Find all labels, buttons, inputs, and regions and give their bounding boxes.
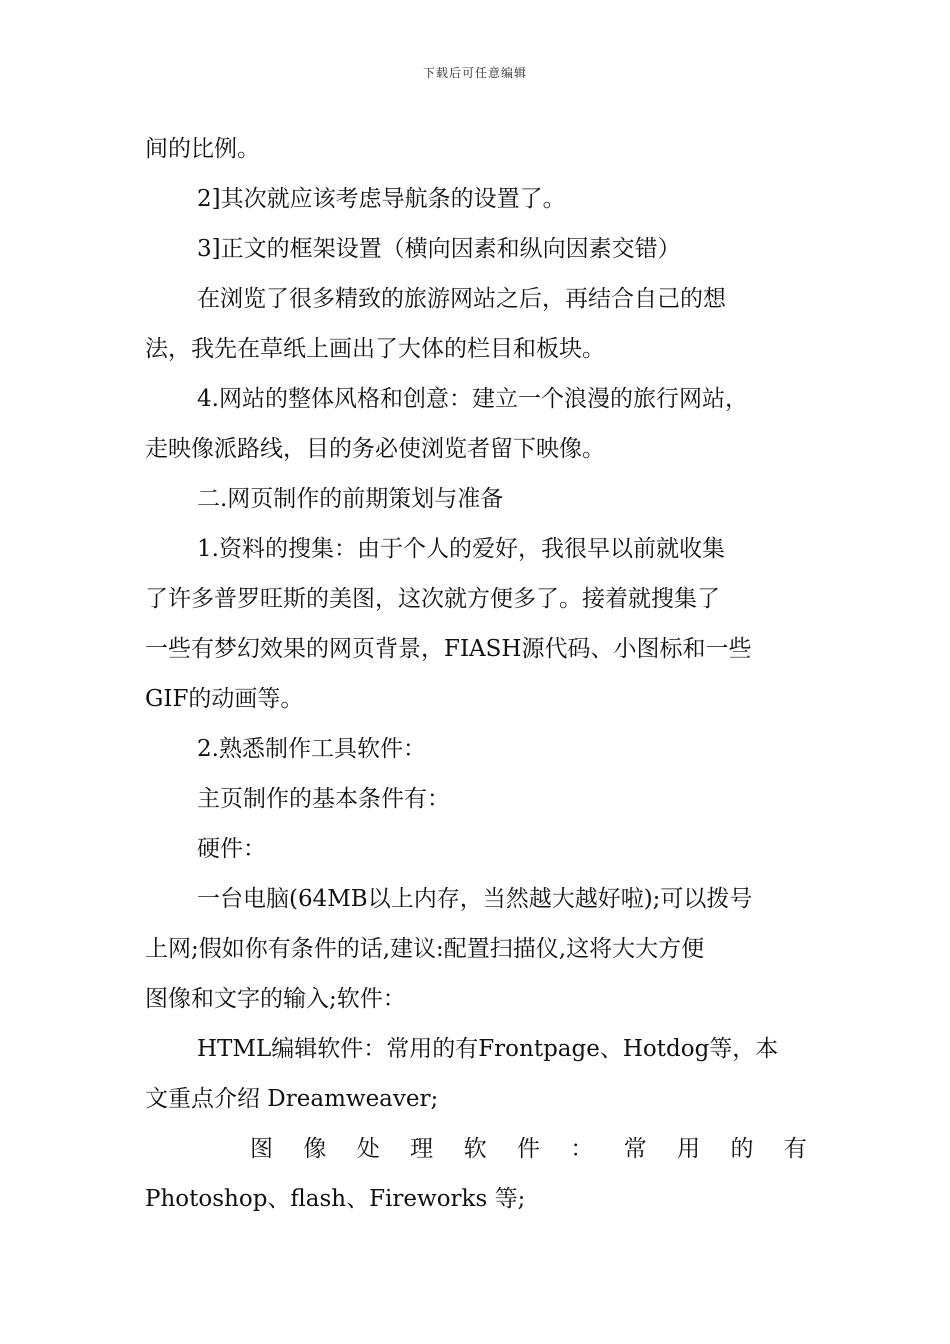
spread-char: 软 bbox=[463, 1136, 487, 1162]
spread-char: 理 bbox=[410, 1136, 434, 1162]
paragraph-line: 一些有梦幻效果的网页背景，FIASH源代码、小图标和一些 bbox=[145, 636, 752, 662]
paragraph-line: 硬件： bbox=[197, 836, 266, 862]
paragraph-line: HTML编辑软件：常用的有Frontpage、Hotdog等，本 bbox=[197, 1036, 779, 1062]
spread-char: 常 bbox=[623, 1136, 647, 1162]
spread-char: 处 bbox=[356, 1136, 380, 1162]
spread-char: 件 bbox=[516, 1136, 540, 1162]
paragraph-line: Photoshop、flash、Fireworks 等; bbox=[145, 1186, 526, 1212]
paragraph-line: GIF的动画等。 bbox=[145, 686, 304, 712]
paragraph-line: 3]正文的框架设置（横向因素和纵向因素交错） bbox=[197, 236, 681, 262]
paragraph-line: 上网;假如你有条件的话,建议:配置扫描仪,这将大大方便 bbox=[145, 936, 705, 962]
document-body bbox=[145, 124, 807, 1224]
spread-char: 有 bbox=[783, 1136, 807, 1162]
paragraph-line: 2.熟悉制作工具软件： bbox=[197, 736, 426, 762]
page-header: 下载后可任意编辑 bbox=[422, 66, 527, 80]
spread-char: ： bbox=[570, 1136, 594, 1162]
spread-char: 用 bbox=[677, 1136, 701, 1162]
paragraph-line: 一台电脑(64MB以上内存，当然越大越好啦);可以拨号 bbox=[197, 886, 753, 912]
paragraph-line: 了许多普罗旺斯的美图，这次就方便多了。接着就搜集了 bbox=[145, 586, 720, 612]
paragraph-line: 在浏览了很多精致的旅游网站之后，再结合自己的想 bbox=[197, 286, 726, 312]
spread-justified-line bbox=[145, 1124, 807, 1174]
paragraph-line: 4.网站的整体风格和创意：建立一个浪漫的旅行网站， bbox=[197, 386, 748, 412]
spread-char: 像 bbox=[303, 1136, 327, 1162]
paragraph-line: 间的比例。 bbox=[145, 136, 260, 162]
paragraph-line: 主页制作的基本条件有： bbox=[197, 786, 450, 812]
paragraph-line: 1.资料的搜集：由于个人的爱好，我很早以前就收集 bbox=[197, 536, 725, 562]
paragraph-line: 2]其次就应该考虑导航条的设置了。 bbox=[197, 186, 566, 212]
paragraph-line: 走映像派路线，目的务必使浏览者留下映像。 bbox=[145, 436, 605, 462]
paragraph-line: 图像和文字的输入;软件： bbox=[145, 986, 406, 1012]
paragraph-line: 文重点介绍 Dreamweaver; bbox=[145, 1086, 439, 1112]
section-heading: 二.网页制作的前期策划与准备 bbox=[197, 486, 504, 512]
paragraph-line: 法，我先在草纸上画出了大体的栏目和板块。 bbox=[145, 336, 605, 362]
spread-char: 的 bbox=[730, 1136, 754, 1162]
spread-char: 图 bbox=[250, 1136, 273, 1162]
